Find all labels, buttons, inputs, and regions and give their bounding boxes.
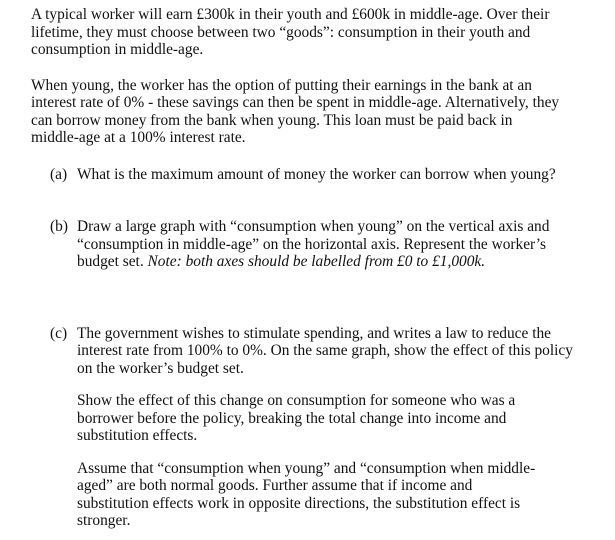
question-c-part-2: Show the effect of this change on consumption for someone who was a borrower before the policy, breaking the total change into income and substitution effects. [77,392,516,444]
question-b-label: (b) [50,218,68,235]
problem-document [31,6,591,530]
question-b [31,218,582,271]
intro-paragraph: A typical worker will earn £300k in their youth and £600k in middle-age. Over their lifetime, they must choose between two “goods”: consumption in their youth and consumption in middle-age. [31,6,550,58]
question-c [31,325,582,378]
question-a [31,166,591,184]
question-c-text: The government wishes to stimulate spending, and writes a law to reduce the interest rate from 100% to 0%. On the same graph, show the effect of this policy on the worker’s budget set. [77,324,573,377]
question-c-label: (c) [50,324,68,342]
interest-paragraph: When young, the worker has the option of putting their earnings in the bank at an interest rate of 0% - these savings can then be spent in middle-age. Alternatively, they can borrow money from the bank when young. This loan must be paid back in middle-age at a 100% interest rate. [31,76,560,146]
question-a-label: (a) [50,165,68,183]
question-a-text: What is the maximum amount of money the worker can borrow when young? [77,165,556,183]
question-c-part-3: Assume that “consumption when young” and “consumption when middle-aged” are both normal goods. Further assume that if income and substitution effects work in opposite directions, the substitution effect is stronger. [77,459,536,529]
question-b-note: Note: both axes should be labelled from £0 to £1,000k. [147,253,486,270]
question-b-text: Draw a large graph with “consumption when young” on the vertical axis and “consumption in middle-age” on the horizontal axis. Represent the worker’s budget set. [77,218,550,270]
